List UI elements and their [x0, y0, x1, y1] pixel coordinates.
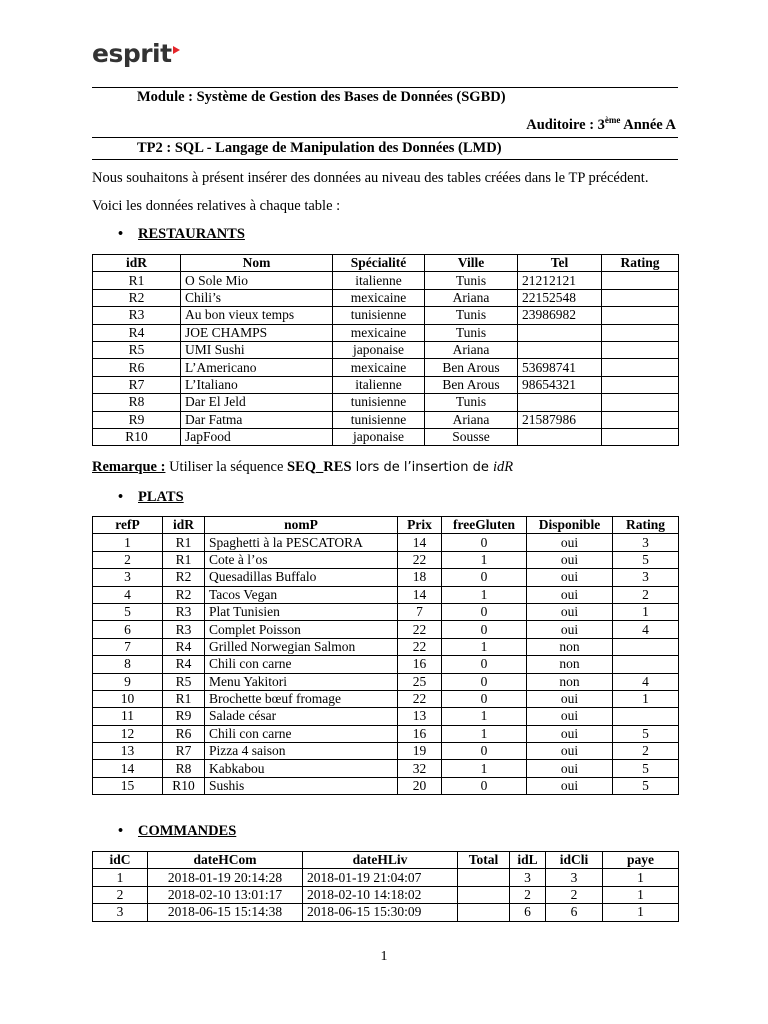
column-header: idCli — [546, 852, 603, 869]
table-cell: 22 — [398, 638, 442, 655]
table-cell: 53698741 — [518, 359, 602, 376]
logo-text: esprit — [92, 39, 172, 68]
table-cell: 0 — [442, 777, 527, 794]
table-cell: 11 — [93, 708, 163, 725]
table-row — [93, 341, 679, 358]
table-cell: non — [527, 638, 613, 655]
table-cell: 21587986 — [518, 411, 602, 428]
table-cell: 1 — [442, 708, 527, 725]
table-cell: japonaise — [333, 341, 425, 358]
table-row — [93, 272, 679, 289]
column-header: idL — [510, 852, 546, 869]
remark-field: idR — [492, 459, 514, 475]
table-cell: 2 — [510, 886, 546, 903]
restaurants-table-body — [93, 272, 679, 446]
auditoire-prefix: Auditoire : 3 — [526, 116, 605, 133]
table-cell: 0 — [442, 673, 527, 690]
table-cell: 3 — [613, 534, 679, 551]
table-cell: 6 — [93, 621, 163, 638]
table-cell: 22 — [398, 690, 442, 707]
column-header: freeGluten — [442, 517, 527, 534]
table-cell — [613, 708, 679, 725]
table-cell: R10 — [163, 777, 205, 794]
table-cell — [518, 394, 602, 411]
commandes-table — [92, 851, 679, 922]
table-cell: 3 — [546, 869, 603, 886]
table-cell: 2 — [93, 886, 148, 903]
table-cell: Tacos Vegan — [205, 586, 398, 603]
table-cell: UMI Sushi — [181, 341, 333, 358]
table-cell — [602, 359, 679, 376]
column-header: Total — [458, 852, 510, 869]
section-title: RESTAURANTS — [138, 226, 245, 242]
table-row — [93, 359, 679, 376]
auditoire-suffix: Année A — [620, 116, 676, 133]
table-cell: 3 — [510, 869, 546, 886]
table-cell: 1 — [442, 551, 527, 568]
table-cell: R1 — [93, 272, 181, 289]
table-cell — [602, 428, 679, 445]
remark-line — [92, 459, 513, 476]
table-cell — [602, 307, 679, 324]
table-cell: 1 — [603, 904, 679, 921]
table-cell — [613, 638, 679, 655]
bullet-icon: • — [118, 823, 124, 839]
table-row — [93, 638, 679, 655]
table-cell: italienne — [333, 272, 425, 289]
table-cell: 14 — [398, 534, 442, 551]
table-cell: 4 — [613, 673, 679, 690]
table-cell: Spaghetti à la PESCATORA — [205, 534, 398, 551]
header-bottom-rule — [92, 159, 678, 160]
table-cell — [458, 886, 510, 903]
table-cell: oui — [527, 690, 613, 707]
table-cell: 4 — [613, 621, 679, 638]
table-cell — [518, 341, 602, 358]
table-cell: R3 — [163, 621, 205, 638]
table-row — [93, 673, 679, 690]
table-cell: 1 — [442, 725, 527, 742]
table-cell: 23986982 — [518, 307, 602, 324]
table-cell: oui — [527, 621, 613, 638]
table-cell: Ariana — [425, 341, 518, 358]
table-cell: Tunis — [425, 324, 518, 341]
table-cell: mexicaine — [333, 324, 425, 341]
bullet-icon: • — [118, 489, 124, 505]
restaurants-table — [92, 254, 679, 446]
column-header: Prix — [398, 517, 442, 534]
plats-table-body — [93, 534, 679, 795]
table-cell: 2018-06-15 15:30:09 — [303, 904, 458, 921]
table-cell: 0 — [442, 656, 527, 673]
table-row — [93, 603, 679, 620]
column-header: Rating — [613, 517, 679, 534]
table-cell: R2 — [163, 569, 205, 586]
table-cell: R8 — [93, 394, 181, 411]
table-cell: Pizza 4 saison — [205, 743, 398, 760]
table-cell: oui — [527, 725, 613, 742]
table-cell: 13 — [93, 743, 163, 760]
table-row — [93, 777, 679, 794]
table-cell: R3 — [163, 603, 205, 620]
table-header-row — [93, 255, 679, 272]
table-cell: 3 — [93, 904, 148, 921]
table-cell: Sousse — [425, 428, 518, 445]
table-cell: 1 — [93, 534, 163, 551]
table-cell: 13 — [398, 708, 442, 725]
table-row — [93, 690, 679, 707]
table-cell: R1 — [163, 534, 205, 551]
table-cell: 0 — [442, 743, 527, 760]
table-cell: 0 — [442, 690, 527, 707]
table-cell: 19 — [398, 743, 442, 760]
table-cell: oui — [527, 603, 613, 620]
table-cell: R1 — [163, 551, 205, 568]
table-row — [93, 534, 679, 551]
table-cell: tunisienne — [333, 307, 425, 324]
table-cell: Ariana — [425, 411, 518, 428]
table-cell: 15 — [93, 777, 163, 794]
table-cell: Dar El Jeld — [181, 394, 333, 411]
table-cell: non — [527, 656, 613, 673]
table-cell: Kabkabou — [205, 760, 398, 777]
table-cell: oui — [527, 743, 613, 760]
table-cell — [602, 324, 679, 341]
table-cell: oui — [527, 760, 613, 777]
remark-text-1: Utiliser la séquence — [165, 459, 288, 475]
table-cell: 2018-06-15 15:14:38 — [148, 904, 303, 921]
table-cell: 2018-01-19 20:14:28 — [148, 869, 303, 886]
table-cell: Brochette bœuf fromage — [205, 690, 398, 707]
table-cell: 16 — [398, 725, 442, 742]
table-cell: R9 — [163, 708, 205, 725]
table-cell: Dar Fatma — [181, 411, 333, 428]
table-cell: JapFood — [181, 428, 333, 445]
column-header: Disponible — [527, 517, 613, 534]
table-row — [93, 324, 679, 341]
table-cell: oui — [527, 586, 613, 603]
table-cell: Cote à l’os — [205, 551, 398, 568]
table-cell: 21212121 — [518, 272, 602, 289]
table-row — [93, 743, 679, 760]
table-cell: 1 — [613, 603, 679, 620]
table-cell: japonaise — [333, 428, 425, 445]
table-cell: 3 — [93, 569, 163, 586]
table-cell: Ariana — [425, 289, 518, 306]
table-cell: O Sole Mio — [181, 272, 333, 289]
table-row — [93, 869, 679, 886]
table-cell: 25 — [398, 673, 442, 690]
table-cell: 16 — [398, 656, 442, 673]
table-cell — [518, 324, 602, 341]
logo-flag-icon — [173, 46, 180, 54]
table-cell: 98654321 — [518, 376, 602, 393]
table-cell: R9 — [93, 411, 181, 428]
table-cell: oui — [527, 708, 613, 725]
table-cell: Tunis — [425, 272, 518, 289]
column-header: Rating — [602, 255, 679, 272]
table-cell: 20 — [398, 777, 442, 794]
table-cell: Tunis — [425, 394, 518, 411]
table-cell: 1 — [442, 586, 527, 603]
table-cell — [613, 656, 679, 673]
module-title: Module : Système de Gestion des Bases de Données (SGBD) — [137, 89, 506, 105]
column-header: dateHCom — [148, 852, 303, 869]
table-cell: 1 — [613, 690, 679, 707]
column-header: nomP — [205, 517, 398, 534]
table-cell — [602, 411, 679, 428]
table-row — [93, 394, 679, 411]
table-cell: R4 — [163, 656, 205, 673]
table-cell: R7 — [163, 743, 205, 760]
table-cell — [602, 394, 679, 411]
table-cell: 1 — [442, 638, 527, 655]
table-cell: R7 — [93, 376, 181, 393]
table-cell: R1 — [163, 690, 205, 707]
table-cell — [518, 428, 602, 445]
table-cell: 2 — [613, 586, 679, 603]
table-cell: Chili con carne — [205, 656, 398, 673]
tp-title: TP2 : SQL - Langage de Manipulation des Données (LMD) — [137, 140, 502, 156]
table-cell: 22 — [398, 621, 442, 638]
table-cell: 8 — [93, 656, 163, 673]
table-cell: Chili con carne — [205, 725, 398, 742]
table-cell: 5 — [613, 777, 679, 794]
table-cell: R8 — [163, 760, 205, 777]
table-cell: R6 — [93, 359, 181, 376]
table-header-row — [93, 852, 679, 869]
table-cell: L’Italiano — [181, 376, 333, 393]
remark-text-2: lors de l’insertion de — [351, 460, 493, 475]
table-row — [93, 289, 679, 306]
table-cell: 3 — [613, 569, 679, 586]
table-cell: Plat Tunisien — [205, 603, 398, 620]
table-cell: mexicaine — [333, 289, 425, 306]
table-row — [93, 586, 679, 603]
column-header: paye — [603, 852, 679, 869]
table-cell — [602, 289, 679, 306]
bullet-icon: • — [118, 226, 124, 242]
intro-line-1: Nous souhaitons à présent insérer des données au niveau des tables créées dans le TP précédent. — [92, 170, 649, 186]
header-top-rule — [92, 87, 678, 88]
table-cell: oui — [527, 569, 613, 586]
remark-label: Remarque : — [92, 459, 166, 475]
column-header: idR — [163, 517, 205, 534]
table-cell: 2 — [93, 551, 163, 568]
table-cell: R5 — [163, 673, 205, 690]
table-cell: Menu Yakitori — [205, 673, 398, 690]
column-header: dateHLiv — [303, 852, 458, 869]
header-mid-rule — [92, 137, 678, 138]
table-cell: Ben Arous — [425, 376, 518, 393]
table-cell: 7 — [93, 638, 163, 655]
auditoire-sup: ème — [604, 115, 621, 125]
table-cell: 1 — [93, 869, 148, 886]
esprit-logo — [92, 40, 180, 68]
table-row — [93, 725, 679, 742]
table-cell: italienne — [333, 376, 425, 393]
section-title: PLATS — [138, 489, 184, 505]
table-cell: R2 — [163, 586, 205, 603]
section-title: COMMANDES — [138, 823, 237, 839]
table-cell: Chili’s — [181, 289, 333, 306]
table-row — [93, 886, 679, 903]
table-row — [93, 656, 679, 673]
table-cell: tunisienne — [333, 411, 425, 428]
table-row — [93, 621, 679, 638]
table-cell: oui — [527, 551, 613, 568]
table-cell: 4 — [93, 586, 163, 603]
table-cell: 5 — [613, 725, 679, 742]
table-row — [93, 569, 679, 586]
table-cell: 18 — [398, 569, 442, 586]
table-row — [93, 411, 679, 428]
table-cell: 2 — [546, 886, 603, 903]
table-row — [93, 376, 679, 393]
table-cell: 2018-02-10 14:18:02 — [303, 886, 458, 903]
table-cell: R2 — [93, 289, 181, 306]
table-row — [93, 760, 679, 777]
table-row — [93, 307, 679, 324]
table-cell: 22 — [398, 551, 442, 568]
table-cell: 2018-01-19 21:04:07 — [303, 869, 458, 886]
table-cell: 0 — [442, 534, 527, 551]
table-cell: 10 — [93, 690, 163, 707]
table-cell: 2 — [613, 743, 679, 760]
table-cell: Grilled Norwegian Salmon — [205, 638, 398, 655]
table-cell: Quesadillas Buffalo — [205, 569, 398, 586]
table-row — [93, 428, 679, 445]
column-header: idR — [93, 255, 181, 272]
table-cell: oui — [527, 534, 613, 551]
table-cell: Au bon vieux temps — [181, 307, 333, 324]
column-header: Tel — [518, 255, 602, 272]
table-cell: 9 — [93, 673, 163, 690]
commandes-table-body — [93, 869, 679, 921]
table-cell: 7 — [398, 603, 442, 620]
column-header: Ville — [425, 255, 518, 272]
column-header: Spécialité — [333, 255, 425, 272]
table-cell: 6 — [510, 904, 546, 921]
table-cell: 0 — [442, 621, 527, 638]
table-cell: R3 — [93, 307, 181, 324]
table-cell: Salade césar — [205, 708, 398, 725]
table-cell: oui — [527, 777, 613, 794]
table-cell: Ben Arous — [425, 359, 518, 376]
column-header: idC — [93, 852, 148, 869]
table-cell: 32 — [398, 760, 442, 777]
table-cell: 0 — [442, 603, 527, 620]
table-cell: 5 — [613, 551, 679, 568]
table-cell: 5 — [93, 603, 163, 620]
table-cell: Complet Poisson — [205, 621, 398, 638]
table-cell: mexicaine — [333, 359, 425, 376]
table-cell: 6 — [546, 904, 603, 921]
table-cell: 14 — [93, 760, 163, 777]
table-cell: R4 — [93, 324, 181, 341]
auditoire-line — [526, 115, 676, 134]
table-cell: JOE CHAMPS — [181, 324, 333, 341]
remark-sequence: SEQ_RES — [287, 459, 352, 475]
table-cell — [458, 904, 510, 921]
table-cell — [602, 341, 679, 358]
table-cell: 14 — [398, 586, 442, 603]
table-row — [93, 708, 679, 725]
table-cell: R5 — [93, 341, 181, 358]
column-header: Nom — [181, 255, 333, 272]
table-cell: 22152548 — [518, 289, 602, 306]
plats-table — [92, 516, 679, 795]
table-cell: Sushis — [205, 777, 398, 794]
table-cell: 1 — [603, 886, 679, 903]
table-cell: 2018-02-10 13:01:17 — [148, 886, 303, 903]
table-cell: 5 — [613, 760, 679, 777]
table-cell: R4 — [163, 638, 205, 655]
table-row — [93, 904, 679, 921]
page-number: 1 — [380, 949, 388, 964]
table-cell: 12 — [93, 725, 163, 742]
column-header: refP — [93, 517, 163, 534]
table-cell: L’Americano — [181, 359, 333, 376]
table-cell — [602, 272, 679, 289]
table-cell — [458, 869, 510, 886]
intro-line-2: Voici les données relatives à chaque table : — [92, 198, 341, 214]
table-cell: non — [527, 673, 613, 690]
table-cell — [602, 376, 679, 393]
table-cell: R6 — [163, 725, 205, 742]
table-header-row — [93, 517, 679, 534]
table-cell: 0 — [442, 569, 527, 586]
table-cell: 1 — [442, 760, 527, 777]
table-row — [93, 551, 679, 568]
table-cell: tunisienne — [333, 394, 425, 411]
table-cell: 1 — [603, 869, 679, 886]
table-cell: R10 — [93, 428, 181, 445]
table-cell: Tunis — [425, 307, 518, 324]
